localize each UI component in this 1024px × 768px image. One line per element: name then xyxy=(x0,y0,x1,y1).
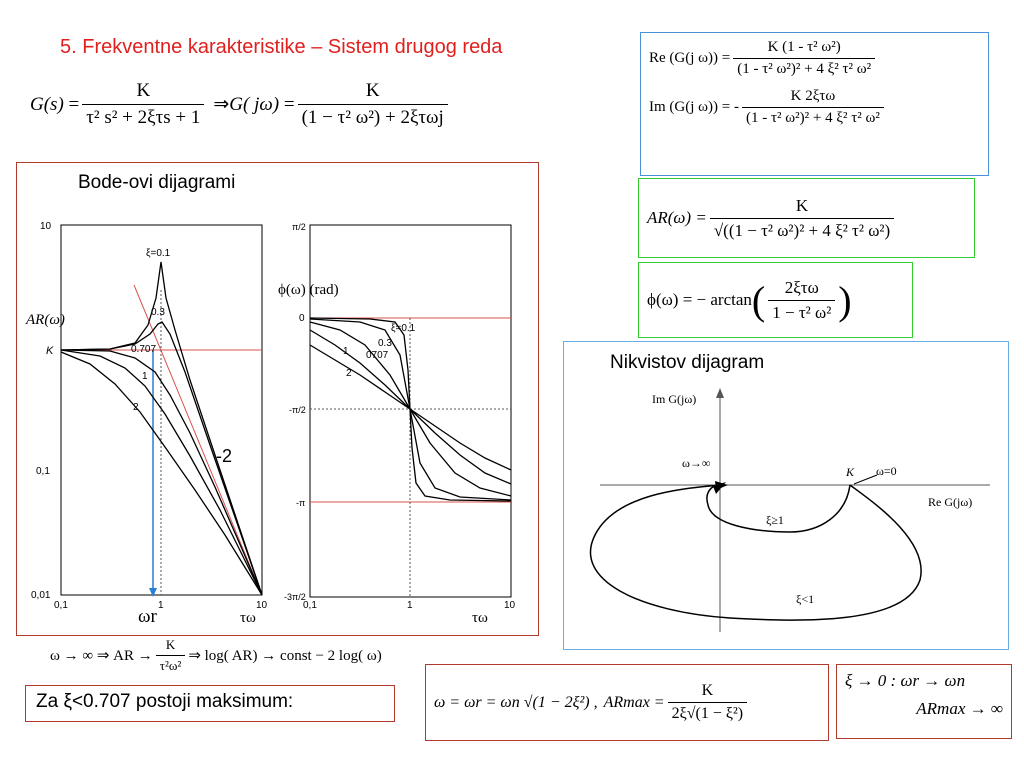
ar-formula-box xyxy=(638,178,975,258)
nyquist-xi-lt1-label: ξ<1 xyxy=(796,592,815,606)
omega-r-arrowhead xyxy=(149,588,157,597)
implies-arrow: ⇒ xyxy=(213,94,230,115)
nyquist-w-zero-label: ω=0 xyxy=(876,464,897,478)
re-row xyxy=(649,39,980,78)
gjw-fraction xyxy=(298,80,448,129)
gjw-numerator: K xyxy=(365,80,380,101)
ar-formula-lhs: AR(ω) = xyxy=(647,208,707,227)
limit-expression xyxy=(50,637,382,674)
nyquist-k-label: K xyxy=(846,465,855,479)
im-numerator: K 2ξτω xyxy=(790,88,836,104)
re-denominator: (1 - τ² ω²)² + 4 ξ² τ² ω² xyxy=(733,58,875,78)
max-note-text: Za ξ<0.707 postoji maksimum: xyxy=(36,691,294,712)
ar-curve-label-2: 2 xyxy=(133,402,139,413)
gjw-denominator: (1 − τ² ω²) + 2ξτωj xyxy=(298,104,448,129)
resonance-numerator: K xyxy=(701,682,714,699)
gs-denominator: τ² s² + 2ξτs + 1 xyxy=(82,104,204,129)
nyquist-heading: Nikvistov dijagram xyxy=(610,352,765,373)
bode-heading: Bode-ovi dijagrami xyxy=(78,172,236,193)
nyquist-xi-ge1-label: ξ≥1 xyxy=(766,513,784,527)
ar-xtick-0.1: 0,1 xyxy=(54,600,68,611)
limits-box xyxy=(836,664,1012,739)
gs-numerator: K xyxy=(136,80,151,101)
ar-curve-label-0.1: ξ=0.1 xyxy=(146,248,171,259)
limit-fraction xyxy=(156,637,186,674)
phi-formula-fraction xyxy=(768,278,835,323)
phi-xtick-0.1: 0,1 xyxy=(303,600,317,611)
omega-zero-pointer xyxy=(854,475,877,484)
phi-xtick-10: 10 xyxy=(504,600,516,611)
gs-label: G(s) xyxy=(30,93,64,115)
nyquist-imag-arrowhead xyxy=(716,388,724,398)
nyquist-re-axis-label: Re G(jω) xyxy=(928,495,973,509)
max-note-box xyxy=(25,685,395,722)
phi-left-paren: ( xyxy=(751,277,766,323)
limits-line2: ARmax → ∞ xyxy=(916,699,1003,718)
phi-formula-denominator: 1 − τ² ω² xyxy=(768,300,835,323)
resonance-ar-label: ARmax = xyxy=(603,693,665,711)
page-title: 5. Frekventne karakteristike – Sistem drugog reda xyxy=(60,36,503,58)
limit-part1: ω → ∞ ⇒ AR → xyxy=(50,648,153,664)
ar-xtick-1: 1 xyxy=(158,600,164,611)
ar-xlabel: τω xyxy=(240,610,256,626)
resonance-fraction xyxy=(668,682,748,723)
phi-curve-label-0.707: 0707 xyxy=(366,350,389,361)
phi-ytick-zero: 0 xyxy=(299,313,305,324)
ar-formula-numerator: K xyxy=(795,195,809,215)
resonance-box xyxy=(425,664,829,741)
phi-curve-label-0.1: ξ=0.1 xyxy=(391,323,416,334)
limit-numerator: K xyxy=(165,637,176,652)
gjw-label: G( jω) xyxy=(229,93,280,115)
ar-formula-denominator: √((1 − τ² ω²)² + 4 ξ² τ² ω²) xyxy=(710,218,894,241)
re-label: Re (G(j ω)) = xyxy=(649,50,731,66)
phi-xtick-1: 1 xyxy=(407,600,413,611)
ar-ytick-0.01: 0,01 xyxy=(31,590,51,601)
phi-xlabel: τω xyxy=(472,610,488,626)
phi-ytick-minus-pi: -π xyxy=(296,498,306,508)
bode-plots xyxy=(16,162,539,636)
re-numerator: K (1 - τ² ω²) xyxy=(767,39,841,55)
phi-curve-label-1: 1 xyxy=(343,346,349,357)
phi-ytick-minus-half-pi: -π/2 xyxy=(289,405,306,415)
phi-ytick-half-pi: π/2 xyxy=(292,222,306,232)
gs-fraction xyxy=(82,80,204,129)
omega-r-label: ωr xyxy=(138,606,157,627)
im-row xyxy=(649,88,980,127)
nyquist-plot xyxy=(563,341,1009,650)
re-fraction xyxy=(733,39,875,78)
im-denominator: (1 - τ² ω²)² + 4 ξ² τ² ω² xyxy=(742,107,884,127)
resonance-denominator: 2ξ√(1 − ξ²) xyxy=(668,702,748,723)
ar-k-label: K xyxy=(46,345,54,357)
phi-ylabel: ϕ(ω) (rad) xyxy=(278,282,339,298)
limit-denominator: τ²ω² xyxy=(156,655,186,674)
nyquist-curve-xi-lt-1 xyxy=(590,485,921,620)
ar-ylabel: AR(ω) xyxy=(26,312,65,328)
phi-curve-label-2: 2 xyxy=(346,368,352,379)
nyquist-w-inf-label: ω→∞ xyxy=(682,456,711,470)
nyquist-arrow-xi-lt-1 xyxy=(715,481,728,490)
phi-formula-lhs: ϕ(ω) = − arctan xyxy=(647,290,752,309)
ar-ytick-0.1: 0,1 xyxy=(36,466,50,477)
phi-ytick-minus-3half-pi: -3π/2 xyxy=(284,592,306,602)
nyquist-im-axis-label: Im G(jω) xyxy=(652,392,697,406)
ar-xtick-10: 10 xyxy=(256,600,268,611)
phi-right-paren: ) xyxy=(838,277,852,323)
phi-formula-numerator: 2ξτω xyxy=(784,277,819,297)
ar-curve-label-0.3: 0.3 xyxy=(151,307,165,318)
resonance-expr: ω = ωr = ωn √(1 − 2ξ²) , xyxy=(434,693,598,711)
limit-part2: ⇒ log( AR) → const − 2 log( ω) xyxy=(188,648,382,664)
im-label: Im (G(j ω)) = - xyxy=(649,99,739,115)
im-fraction xyxy=(742,88,884,127)
limits-line1: ξ → 0 : ωr → ωn xyxy=(845,671,966,690)
ar-formula-fraction xyxy=(710,196,894,241)
transfer-function: G(s) = $\frac{K}{\text{τ² s² + 2ξτs + 1}}$ ⇒ G( jω) = $\frac{K}{\text{(1 − τ² ω²) + 2ξτωj}}$ xyxy=(30,80,451,129)
phi-curve-label-0.3: 0.3 xyxy=(378,338,392,349)
ar-curve-label-0.707: 0.707 xyxy=(131,344,157,355)
phi-formula-box xyxy=(638,262,913,338)
ar-ytick-10: 10 xyxy=(40,221,52,232)
re-im-box xyxy=(640,32,989,176)
ar-curve-label-1: 1 xyxy=(142,371,148,382)
slope-label: -2 xyxy=(216,446,233,466)
